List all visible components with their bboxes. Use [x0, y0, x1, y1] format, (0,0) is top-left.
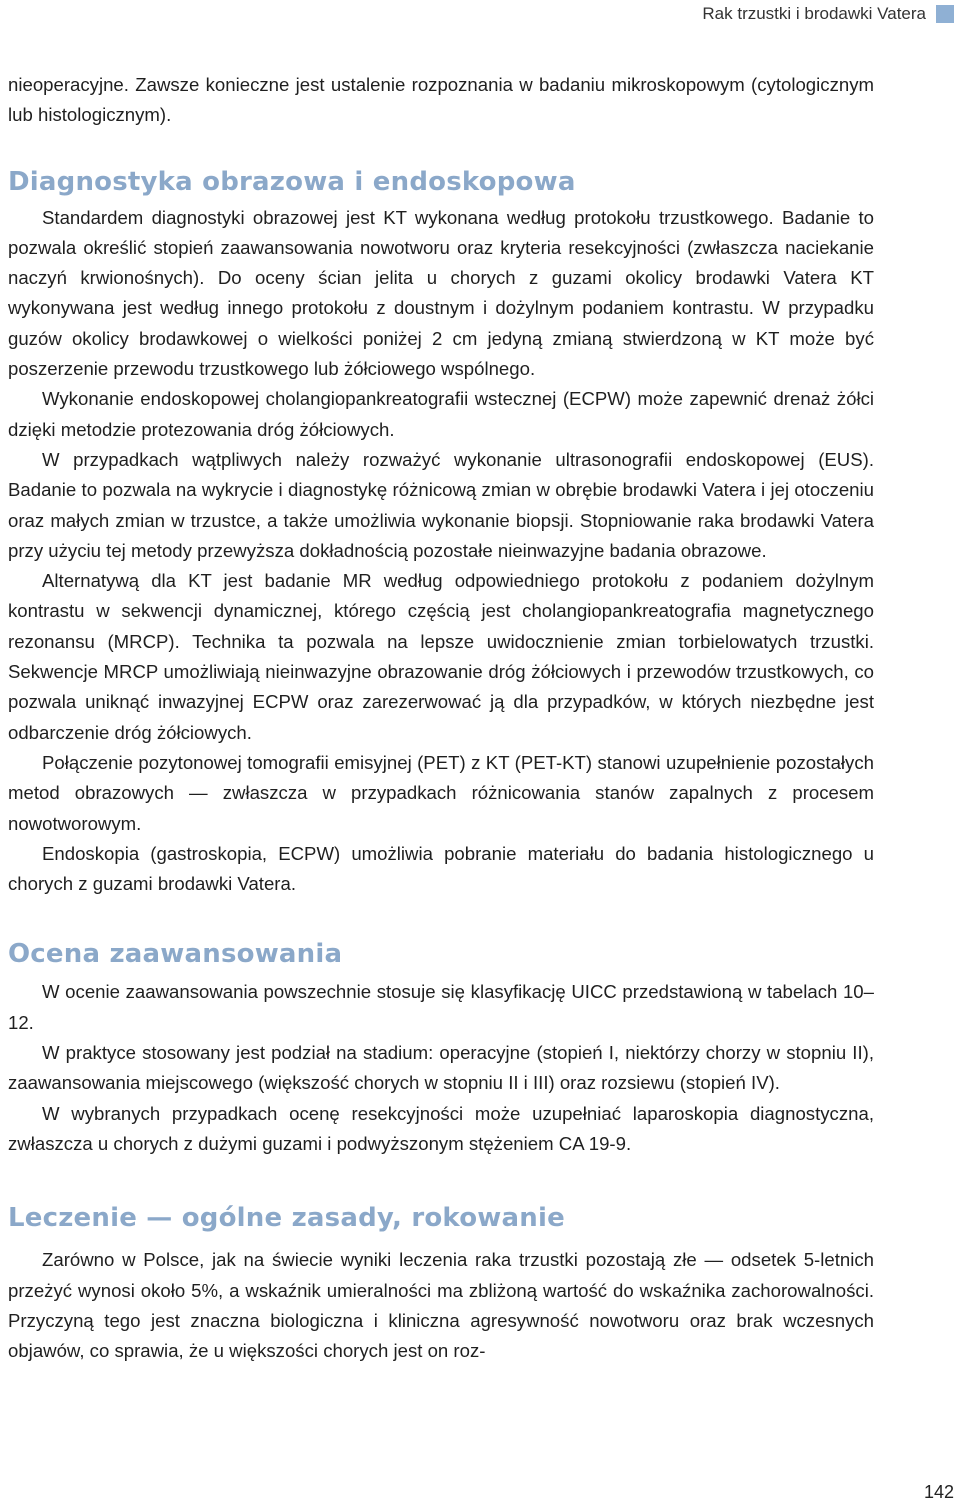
- section-heading-leczenie: Leczenie — ogólne zasady, rokowanie: [8, 1203, 565, 1234]
- paragraph: W wybranych przypadkach ocenę resekcyjności może uzupełniać laparoskopia diagnostyczna, zwłaszcza u chorych z dużymi guzami i podwyższonym stężeniem CA 19-9.: [8, 1102, 874, 1154]
- square-marker-icon: [936, 5, 954, 23]
- paragraph: Endoskopia (gastroskopia, ECPW) umożliwia pobranie materiału do badania histologicznego u chorych z guzami brodawki Vatera.: [8, 842, 874, 895]
- paragraph: Standardem diagnostyki obrazowej jest KT wykonana według protokołu trzustkowego. Badanie to pozwala określić stopień zaawansowania nowotworu oraz kryteria resekcyjności (zwłaszcza naciekanie naczyń krwionośnych). Do oceny ścian jelita u chorych z guzami okolicy brodawki Vatera KT wykonywana jest według innego protokołu z doustnym i dożylnym podaniem kontrastu. W przypadku guzów okolicy brodawkowej o wielkości poniżej 2 cm jedyną zmianą stwierdzoną w KT może być poszerzenie przewodu trzustkowego lub żółciowego wspólnego.: [8, 206, 874, 380]
- paragraph: Wykonanie endoskopowej cholangiopankreatografii wstecznej (ECPW) może zapewnić drenaż żółci dzięki metodzie protezowania dróg żółciowych.: [8, 388, 874, 440]
- running-head: [702, 4, 954, 24]
- section-heading-ocena: Ocena zaawansowania: [8, 939, 343, 970]
- paragraph: W ocenie zaawansowania powszechnie stosuje się klasyfikację UICC przedstawioną w tabelach 10–12.: [8, 981, 874, 1033]
- paragraph: W przypadkach wątpliwych należy rozważyć wykonanie ultrasonografii endoskopowej (EUS). Badanie to pozwala na wykrycie i diagnostykę różnicową zmian w obrębie brodawki Vatera i jej otoczeniu oraz małych zmian w trzustce, a także umożliwia wykonanie biopsji. Stopniowanie raka brodawki Vatera przy użyciu tej metody przewyższa dokładnością pozostałe nieinwazyjne badania obrazowe.: [8, 448, 874, 561]
- paragraph: Zarówno w Polsce, jak na świecie wyniki leczenia raka trzustki pozostają złe — odsetek 5-letnich przeżyć wynosi około 5%, a wskaźnik umieralności ma zbliżoną wartość do wskaźnika zachorowalności. Przyczyną tego jest znaczna biologiczna i kliniczna agresywność nowotworu oraz brak wczesnych objawów, co sprawia, że u większości chorych jest on roz-: [8, 1249, 874, 1362]
- paragraph: Alternatywą dla KT jest badanie MR według odpowiedniego protokołu z podaniem dożylnym kontrastu w sekwencji dynamicznej, którego częścią jest cholangiopankreatografia magnetycznego rezonansu (MRCP). Technika ta pozwala na lepsze uwidocznienie zmian torbielowatych trzustki. Sekwencje MRCP umożliwiają nieinwazyjne obrazowanie dróg żółciowych i przewodów trzustkowych, co pozwala uniknąć inwazyjnej ECPW oraz zarezerwować ją dla przypadków, w których niezbędne jest odbarczenie dróg żółciowych.: [8, 570, 874, 743]
- paragraph: W praktyce stosowany jest podział na stadium: operacyjne (stopień I, niektórzy chorzy w stopniu II), zaawansowania miejscowego (większość chorych w stopniu II i III) oraz rozsiewu (stopień IV).: [8, 1042, 874, 1094]
- section-heading-diagnostyka: Diagnostyka obrazowa i endoskopowa: [8, 166, 576, 197]
- paragraph: Połączenie pozytonowej tomografii emisyjnej (PET) z KT (PET-KT) stanowi uzupełnienie pozostałych metod obrazowych — zwłaszcza w przypadkach różnicowania stanów zapalnych z procesem nowotworowym.: [8, 751, 874, 834]
- intro-paragraph: nieoperacyjne. Zawsze konieczne jest ustalenie rozpoznania w badaniu mikroskopowym (cytologicznym lub histologicznym).: [8, 74, 874, 126]
- body-text: [8, 70, 874, 1366]
- running-head-title: Rak trzustki i brodawki Vatera: [702, 4, 926, 23]
- page-number: 142: [923, 1482, 954, 1502]
